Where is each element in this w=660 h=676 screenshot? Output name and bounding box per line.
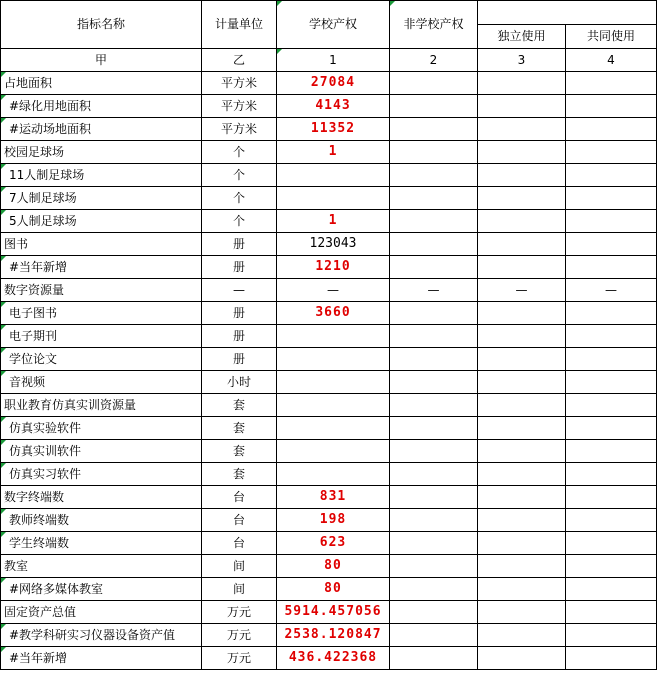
indicator-name-cell: 音视频 [1,371,202,394]
school-property-cell: 831 [277,486,390,509]
shared-use-cell [566,578,657,601]
independent-use-cell [478,187,566,210]
shared-use-cell [566,164,657,187]
unit-cell: 册 [202,348,277,371]
independent-use-cell [478,601,566,624]
unit-cell: 万元 [202,647,277,670]
unit-cell: — [202,279,277,302]
unit-cell: 套 [202,440,277,463]
shared-use-cell [566,509,657,532]
school-property-cell: 2538.120847 [277,624,390,647]
non-school-property-cell [390,72,478,95]
indicator-name-cell: #绿化用地面积 [1,95,202,118]
shared-use-cell [566,210,657,233]
table-row [1,371,657,394]
independent-use-cell [478,371,566,394]
code-cell: 4 [566,49,657,72]
non-school-property-cell [390,601,478,624]
school-property-cell [277,348,390,371]
unit-cell: 平方米 [202,95,277,118]
table-row [1,509,657,532]
table-row [1,164,657,187]
unit-cell: 套 [202,417,277,440]
non-school-property-cell [390,141,478,164]
independent-use-cell [478,118,566,141]
indicator-name-cell: #当年新增 [1,256,202,279]
non-school-property-cell [390,233,478,256]
shared-use-cell [566,95,657,118]
table-row [1,210,657,233]
table-row [1,440,657,463]
indicator-name-cell: #网络多媒体教室 [1,578,202,601]
school-property-cell: 27084 [277,72,390,95]
table-row [1,279,657,302]
independent-use-cell [478,486,566,509]
table-row [1,601,657,624]
independent-use-cell [478,325,566,348]
school-property-cell [277,394,390,417]
shared-use-cell [566,417,657,440]
table-row [1,187,657,210]
table-row [1,141,657,164]
school-property-cell [277,440,390,463]
independent-use-cell [478,578,566,601]
school-property-cell: 4143 [277,95,390,118]
unit-cell: 个 [202,164,277,187]
unit-cell: 个 [202,141,277,164]
school-property-cell [277,325,390,348]
unit-cell: 册 [202,302,277,325]
shared-use-cell [566,72,657,95]
non-school-property-cell [390,302,478,325]
table-row [1,555,657,578]
unit-cell: 间 [202,578,277,601]
indicator-name-cell: 学生终端数 [1,532,202,555]
non-school-property-cell [390,440,478,463]
indicator-name-cell: 仿真实习软件 [1,463,202,486]
non-school-property-cell [390,348,478,371]
indicator-name-cell: #当年新增 [1,647,202,670]
non-school-property-cell [390,509,478,532]
school-property-cell: 198 [277,509,390,532]
table-row [1,394,657,417]
non-school-property-cell [390,532,478,555]
shared-use-cell [566,486,657,509]
indicator-name-cell: 图书 [1,233,202,256]
table-row [1,532,657,555]
independent-use-cell [478,647,566,670]
unit-cell: 平方米 [202,72,277,95]
unit-cell: 台 [202,509,277,532]
shared-use-cell [566,647,657,670]
indicator-name-cell: 仿真实验软件 [1,417,202,440]
indicator-name-cell: 电子图书 [1,302,202,325]
shared-use-cell [566,440,657,463]
unit-cell: 册 [202,233,277,256]
independent-use-cell [478,440,566,463]
unit-cell: 万元 [202,624,277,647]
non-school-property-cell [390,624,478,647]
non-school-property-cell [390,578,478,601]
header-school-property: 学校产权 [277,1,390,49]
school-property-cell: 623 [277,532,390,555]
school-property-cell: 5914.457056 [277,601,390,624]
unit-cell: 台 [202,532,277,555]
table-row [1,647,657,670]
unit-cell: 个 [202,210,277,233]
shared-use-cell: — [566,279,657,302]
table-row [1,624,657,647]
school-property-cell: 1 [277,141,390,164]
indicator-name-cell: 职业教育仿真实训资源量 [1,394,202,417]
non-school-property-cell [390,486,478,509]
unit-cell: 册 [202,256,277,279]
shared-use-cell [566,187,657,210]
table-row [1,348,657,371]
table-row [1,463,657,486]
shared-use-cell [566,325,657,348]
shared-use-cell [566,233,657,256]
independent-use-cell [478,394,566,417]
school-property-cell: — [277,279,390,302]
indicator-name-cell: 7人制足球场 [1,187,202,210]
unit-cell: 台 [202,486,277,509]
shared-use-cell [566,532,657,555]
non-school-property-cell [390,555,478,578]
unit-cell: 平方米 [202,118,277,141]
header-blank-cell [478,1,657,25]
shared-use-cell [566,624,657,647]
shared-use-cell [566,601,657,624]
school-property-cell [277,164,390,187]
independent-use-cell [478,463,566,486]
non-school-property-cell [390,210,478,233]
school-property-cell: 1210 [277,256,390,279]
independent-use-cell: — [478,279,566,302]
header-shared-use: 共同使用 [566,25,657,49]
non-school-property-cell [390,417,478,440]
indicator-name-cell: 教师终端数 [1,509,202,532]
non-school-property-cell [390,647,478,670]
independent-use-cell [478,210,566,233]
code-cell: 甲 [1,49,202,72]
independent-use-cell [478,624,566,647]
independent-use-cell [478,233,566,256]
independent-use-cell [478,256,566,279]
non-school-property-cell [390,187,478,210]
school-property-cell [277,371,390,394]
non-school-property-cell [390,463,478,486]
school-property-cell [277,463,390,486]
non-school-property-cell [390,95,478,118]
school-property-cell [277,417,390,440]
independent-use-cell [478,417,566,440]
school-property-cell [277,187,390,210]
header-unit: 计量单位 [202,1,277,49]
unit-cell: 间 [202,555,277,578]
school-property-cell: 123043 [277,233,390,256]
shared-use-cell [566,555,657,578]
school-property-cell: 80 [277,555,390,578]
independent-use-cell [478,348,566,371]
school-property-cell: 80 [277,578,390,601]
table-row [1,95,657,118]
shared-use-cell [566,394,657,417]
code-cell: 乙 [202,49,277,72]
table-row [1,578,657,601]
indicator-name-cell: 电子期刊 [1,325,202,348]
indicator-name-cell: #运动场地面积 [1,118,202,141]
independent-use-cell [478,509,566,532]
school-property-cell: 11352 [277,118,390,141]
indicator-name-cell: 占地面积 [1,72,202,95]
unit-cell: 册 [202,325,277,348]
table-row [1,233,657,256]
indicator-name-cell: 5人制足球场 [1,210,202,233]
independent-use-cell [478,141,566,164]
indicator-name-cell: 固定资产总值 [1,601,202,624]
non-school-property-cell [390,164,478,187]
header-non-school-property: 非学校产权 [390,1,478,49]
indicator-name-cell: 学位论文 [1,348,202,371]
table-row [1,256,657,279]
school-property-cell: 3660 [277,302,390,325]
indicator-name-cell: #教学科研实习仪器设备资产值 [1,624,202,647]
shared-use-cell [566,371,657,394]
independent-use-cell [478,532,566,555]
shared-use-cell [566,463,657,486]
table-row [1,417,657,440]
code-cell: 1 [277,49,390,72]
indicator-name-cell: 数字资源量 [1,279,202,302]
code-cell: 3 [478,49,566,72]
non-school-property-cell [390,325,478,348]
non-school-property-cell [390,256,478,279]
indicator-name-cell: 仿真实训软件 [1,440,202,463]
header-name: 指标名称 [1,1,202,49]
code-cell: 2 [390,49,478,72]
unit-cell: 小时 [202,371,277,394]
independent-use-cell [478,72,566,95]
shared-use-cell [566,141,657,164]
unit-cell: 套 [202,463,277,486]
non-school-property-cell [390,394,478,417]
shared-use-cell [566,302,657,325]
independent-use-cell [478,555,566,578]
unit-cell: 套 [202,394,277,417]
table-row [1,486,657,509]
table-row [1,118,657,141]
shared-use-cell [566,118,657,141]
independent-use-cell [478,164,566,187]
table-row [1,72,657,95]
header-independent-use: 独立使用 [478,25,566,49]
shared-use-cell [566,348,657,371]
non-school-property-cell [390,118,478,141]
table-row [1,302,657,325]
independent-use-cell [478,302,566,325]
shared-use-cell [566,256,657,279]
indicator-name-cell: 11人制足球场 [1,164,202,187]
unit-cell: 万元 [202,601,277,624]
school-property-cell: 436.422368 [277,647,390,670]
independent-use-cell [478,95,566,118]
indicator-name-cell: 数字终端数 [1,486,202,509]
non-school-property-cell [390,371,478,394]
table-row [1,325,657,348]
indicator-name-cell: 教室 [1,555,202,578]
school-property-cell: 1 [277,210,390,233]
indicator-name-cell: 校园足球场 [1,141,202,164]
unit-cell: 个 [202,187,277,210]
non-school-property-cell: — [390,279,478,302]
